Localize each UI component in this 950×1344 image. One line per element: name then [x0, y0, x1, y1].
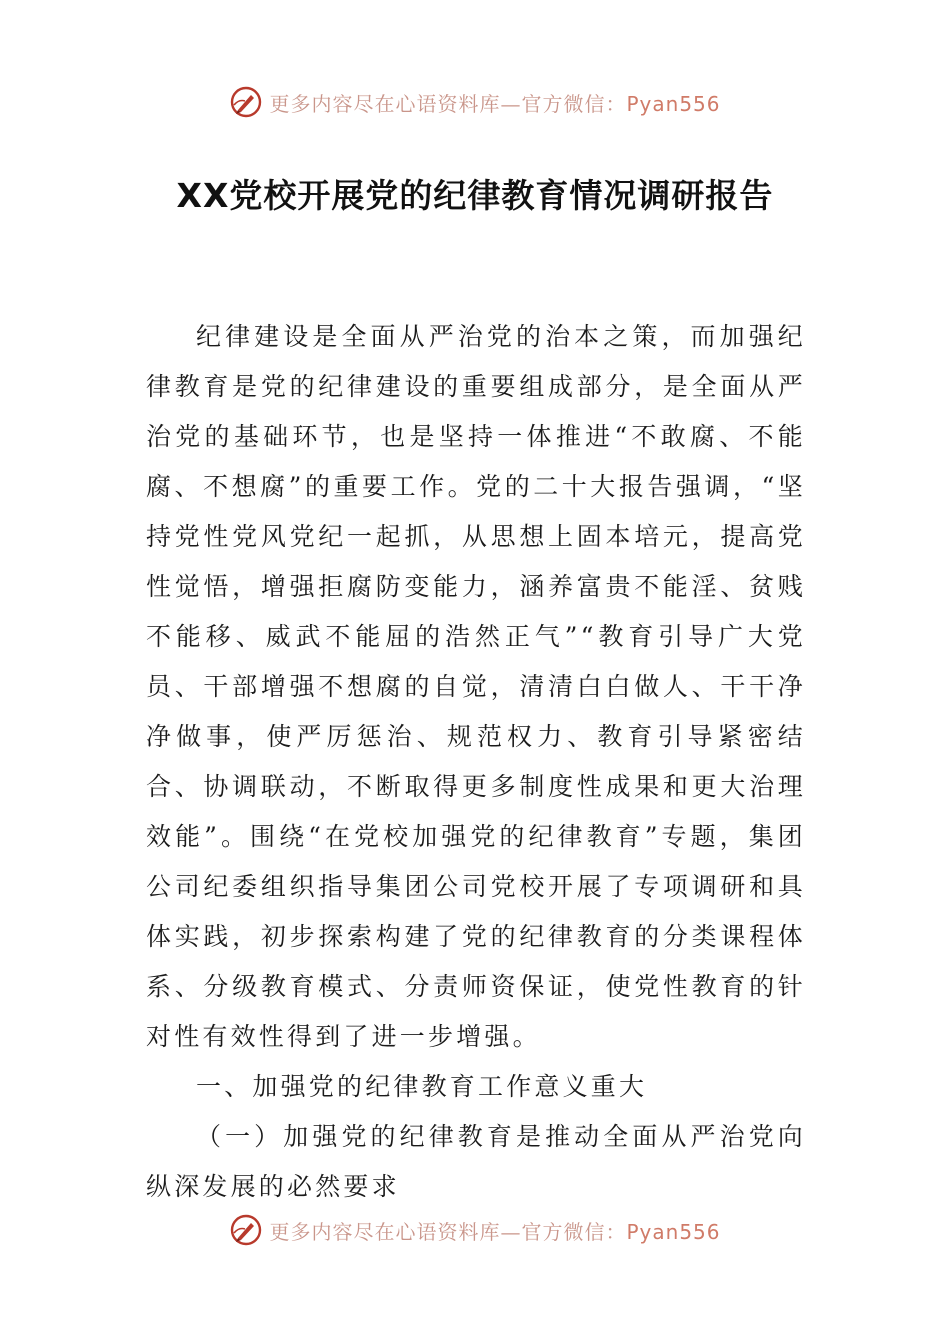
wechat-id: Pyan556: [626, 1219, 721, 1244]
wechat-id: Pyan556: [626, 91, 721, 116]
pen-circle-logo-icon: [229, 1213, 263, 1247]
watermark-banner-top: [0, 82, 950, 122]
document-title: XX党校开展党的纪律教育情况调研报告: [176, 176, 774, 215]
watermark-text: 更多内容尽在心语资料库—官方微信：Pyan556: [269, 1219, 721, 1244]
section-heading: 一、加强党的纪律教育工作意义重大: [196, 1072, 648, 1101]
watermark-banner-bottom: [0, 1210, 950, 1250]
watermark-text: 更多内容尽在心语资料库—官方微信：Pyan556: [269, 91, 721, 116]
pen-circle-logo-icon: [229, 85, 263, 119]
body-paragraph: 纪律建设是全面从严治党的治本之策，而加强纪律教育是党的纪律建设的重要组成部分，是全面从严治党的基础环节，也是坚持一体推进“不敢腐、不能腐、不想腐”的重要工作。党的二十大报告强调，“坚持党性党风党纪一起抓，从思想上固本培元，提高党性觉悟，增强拒腐防变能力，涵养富贵不能淫、贫贱不能移、威武不能屈的浩然正气”“教育引导广大党员、干部增强不想腐的自觉，清清白白做人、干干净净做事，使严厉惩治、规范权力、教育引导紧密结合、协调联动，不断取得更多制度性成果和更大治理效能”。围绕“在党校加强党的纪律教育”专题，集团公司纪委组织指导集团公司党校开展了专项调研和具体实践，初步探索构建了党的纪律教育的分类课程体系、分级教育模式、分责师资保证，使党性教育的针对性有效性得到了进一步增强。: [146, 322, 806, 1051]
document-body: [146, 312, 806, 1212]
subsection-heading: （一）加强党的纪律教育是推动全面从严治党向纵深发展的必然要求: [146, 1122, 806, 1201]
